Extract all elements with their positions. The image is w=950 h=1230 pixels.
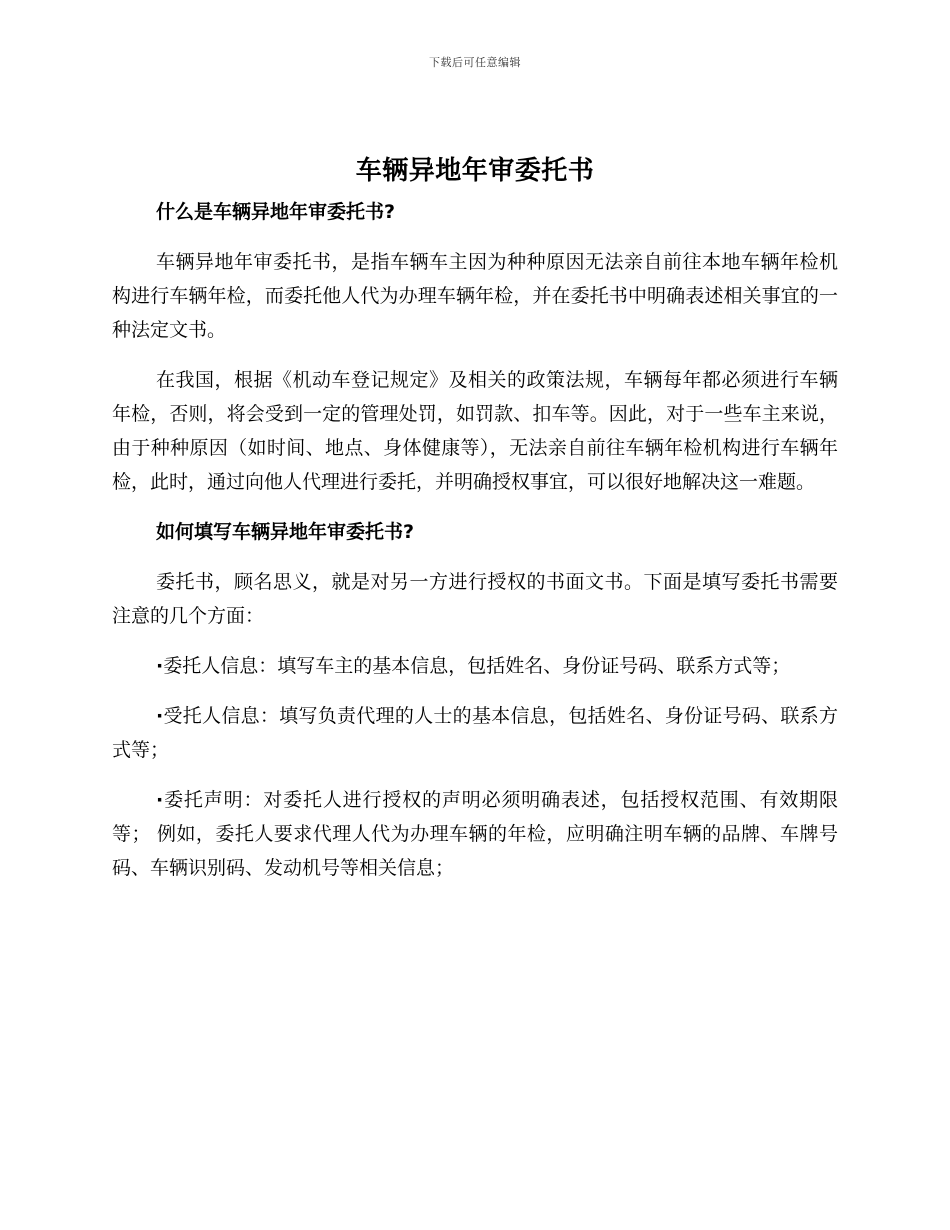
bullet-text: 委托声明：对委托人进行授权的声明必须明确表述，包括授权范围、有效期限等； 例如，委托人要求代理人代为办理车辆的年检，应明确注明车辆的品牌、车牌号码、车辆识别码、发动机号等相关信息； bbox=[112, 789, 838, 879]
bullet-item-authorization-statement bbox=[112, 783, 838, 885]
section-heading-how-to-fill: 如何填写车辆异地年审委托书? bbox=[156, 521, 415, 543]
section-heading-what-is: 什么是车辆异地年审委托书? bbox=[156, 201, 396, 223]
bullet-marker: · bbox=[156, 655, 164, 677]
document-body bbox=[112, 195, 838, 901]
header-note: 下载后可任意编辑 bbox=[429, 56, 521, 69]
bullet-marker: · bbox=[156, 705, 164, 727]
bullet-text: 受托人信息：填写负责代理的人士的基本信息，包括姓名、身份证号码、联系方式等； bbox=[112, 705, 838, 761]
bullet-marker: · bbox=[156, 789, 164, 811]
bullet-item-agent-info bbox=[112, 699, 838, 767]
paragraph-definition: 车辆异地年审委托书，是指车辆车主因为种种原因无法亲自前往本地车辆年检机构进行车辆年检，而委托他人代为办理车辆年检，并在委托书中明确表述相关事宜的一种法定文书。 bbox=[112, 251, 838, 341]
document-title: 车辆异地年审委托书 bbox=[355, 156, 595, 186]
bullet-item-principal-info bbox=[112, 649, 838, 683]
paragraph-background: 在我国，根据《机动车登记规定》及相关的政策法规，车辆每年都必须进行车辆年检，否则，将会受到一定的管理处罚，如罚款、扣车等。因此，对于一些车主来说，由于种种原因（如时间、地点、身体健康等），无法亲自前往车辆年检机构进行车辆年检，此时，通过向他人代理进行委托，并明确授权事宜，可以很好地解决这一难题。 bbox=[112, 369, 838, 493]
paragraph-intro: 委托书，顾名思义，就是对另一方进行授权的书面文书。下面是填写委托书需要注意的几个方面： bbox=[112, 571, 838, 627]
bullet-text: 委托人信息：填写车主的基本信息，包括姓名、身份证号码、联系方式等； bbox=[163, 655, 791, 677]
